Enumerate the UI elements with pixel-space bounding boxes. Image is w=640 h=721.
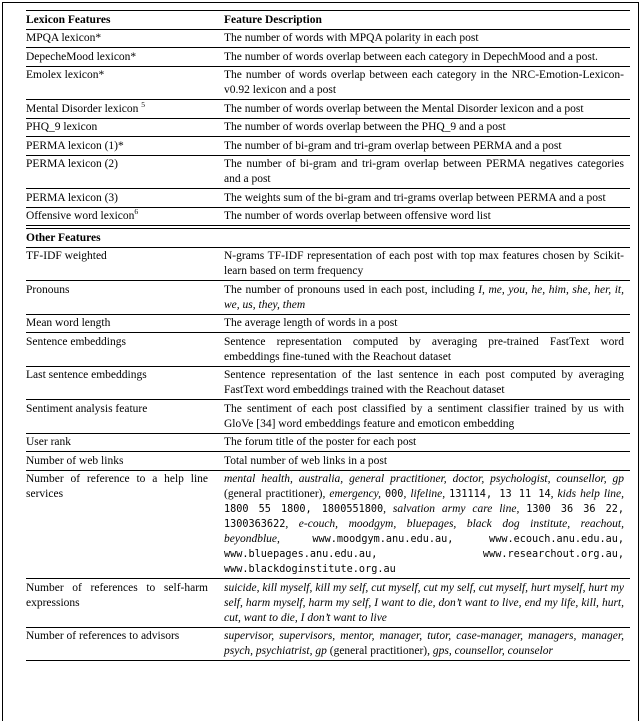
table-row [26,207,630,227]
description-cell [224,470,630,579]
italic-text: , lifeline, [403,488,450,500]
description-cell [224,48,630,67]
text: The number of words with MPQA polarity in each post [224,32,479,44]
feature-cell [26,207,224,227]
description-cell [224,400,630,434]
text: The number of words overlap between the Mental Disorder lexicon and a post [224,102,584,115]
italic-text: , kids help line, [550,488,625,500]
footnote-superscript: 5 [141,99,146,109]
text: The sentiment of each post classified by a sentiment classifier trained by us with GloVe [34] word embeddings feature and emoticon embedding [224,402,624,430]
table-row [26,155,630,189]
text: PERMA lexicon (3) [26,191,118,204]
mono-text: www.moodgym.anu.edu.au, www.ecouch.anu.edu.au, www.bluepages.anu.edu.au, www.researchout.org.au, www.blackdoginstitute.org.au [224,534,624,575]
description-cell [224,314,630,333]
text: Total number of web links in a post [224,454,388,467]
other-features-section [26,247,630,661]
italic-text: suicide, kill myself, kill my self, cut myself, cut my self, cut myself, hurt myself, hurt my self, harm myself, harm my self, I want to die, don’t want to live, end my life, kill, hurt, cut, want to die, I don’t want to live [224,581,624,624]
description-cell [224,118,630,137]
description-cell [224,155,630,189]
table-row [26,400,630,434]
description-cell [224,281,630,315]
text: Number of references to self-harm expressions [26,581,208,609]
table-row [26,66,630,100]
text: Sentence representation computed by averaging pre-trained FastText word embeddings fine-tuned with the Reachout dataset [224,335,624,363]
feature-cell [26,627,224,661]
feature-cell [26,433,224,452]
table-row [26,314,630,333]
footnote-superscript: 6 [134,207,139,217]
feature-cell [26,137,224,156]
feature-cell [26,100,224,119]
table-row [26,281,630,315]
feature-cell [26,189,224,208]
text: (general practitioner) [224,488,323,500]
feature-cell [26,66,224,100]
mono-text: 1300 36 36 22, 1300363622 [224,504,624,530]
italic-text: supervisor, supervisors, mentor, manager, tutor, case-manager, managers, manager, psych, psychiatrist, gp [224,630,624,657]
text: Mean word length [26,317,111,329]
description-cell [224,433,630,452]
text: The number of words overlap between the PHQ_9 and a post [224,121,506,133]
description-cell [224,189,630,208]
description-cell [224,137,630,156]
features-table [26,10,630,661]
lexicon-features-section [26,29,630,227]
column-header-feature-description: Feature Description [224,13,322,26]
table-row [26,579,630,628]
italic-text: I, me, you, he, him, she, her, it, we, us, they, them [224,283,624,311]
text: User rank [26,436,72,448]
italic-text: , emergency, [322,488,386,500]
feature-cell [26,155,224,189]
feature-cell [26,118,224,137]
table-row [26,627,630,661]
feature-cell [26,281,224,315]
text: The number of bi-gram and tri-gram overlap between PERMA negatives categories and a post [224,158,624,185]
text: The number of words overlap between offensive word list [224,210,491,222]
feature-cell [26,366,224,400]
text: Pronouns [26,283,70,296]
text: Mental Disorder lexicon [26,102,142,115]
table-row [26,452,630,471]
text: The number of bi-gram and tri-gram overlap between PERMA and a post [224,139,562,152]
section-break [26,227,630,247]
section-header-row [26,227,630,247]
text: (general practitioner) [329,645,428,657]
text: PHQ_9 lexicon [26,121,98,133]
feature-cell [26,579,224,628]
text: Number of web links [26,454,124,467]
feature-cell [26,333,224,367]
text: The number of pronouns used in each post, including [224,283,479,296]
text: Emolex lexicon* [26,69,105,81]
table-row [26,48,630,67]
text: Number of references to advisors [26,630,180,642]
text: N-grams TF-IDF representation of each post with top max features chosen by Scikit-learn based on term frequency [224,250,624,277]
table-row [26,29,630,48]
table-row [26,189,630,208]
mono-text: 131114, 13 11 14 [449,489,551,500]
table-row [26,247,630,281]
italic-text: , gps, counsellor, counselor [427,645,553,657]
text: The number of words overlap between each category in the NRC-Emotion-Lexicon-v0.92 lexicon and a post [224,69,624,96]
text: The forum title of the poster for each post [224,436,417,448]
italic-text: , salvation army care line, [383,503,527,515]
description-cell [224,66,630,100]
feature-cell [26,247,224,281]
text: Last sentence embeddings [26,369,147,381]
text: Sentence representation of the last sentence in each post computed by averaging FastText word embeddings trained with the Reachout dataset [224,369,624,396]
text: TF-IDF weighted [26,250,107,262]
description-cell [224,452,630,471]
description-cell [224,366,630,400]
column-header-lexicon-features: Lexicon Features [26,13,111,26]
mono-text: 000 [385,489,404,500]
table-row [26,333,630,367]
text: Offensive word lexicon [26,210,135,222]
text: PERMA lexicon (2) [26,158,118,170]
table-row [26,433,630,452]
italic-text: mental health, australia, general practitioner, doctor, psychologist, counsellor, gp [224,473,624,485]
description-cell [224,29,630,48]
feature-cell [26,48,224,67]
description-cell [224,100,630,119]
description-cell [224,247,630,281]
table-row [26,100,630,119]
feature-cell [26,400,224,434]
table-row [26,137,630,156]
text: The weights sum of the bi-gram and tri-grams overlap between PERMA and a post [224,191,606,204]
description-cell [224,579,630,628]
italic-text: , e-couch, moodgym, bluepages, black dog institute, reachout, beyondblue, [224,518,624,545]
text: Sentence embeddings [26,335,126,348]
text: The number of words overlap between each category in DepechMood and a post. [224,50,598,63]
feature-cell [26,314,224,333]
text: DepecheMood lexicon* [26,50,137,63]
text: Number of reference to a help line services [26,473,208,500]
description-cell [224,333,630,367]
table-row [26,470,630,579]
text: Sentiment analysis feature [26,402,148,415]
section-title-other-features: Other Features [26,231,101,244]
feature-cell [26,470,224,579]
feature-cell [26,452,224,471]
table-row [26,118,630,137]
table-row [26,366,630,400]
description-cell [224,627,630,661]
description-cell [224,207,630,227]
mono-text: 1800 55 1800, 1800551800 [224,504,384,515]
text: PERMA lexicon (1)* [26,139,124,152]
feature-cell [26,29,224,48]
text: The average length of words in a post [224,317,398,329]
text: MPQA lexicon* [26,32,102,44]
table-header-row [26,11,630,30]
